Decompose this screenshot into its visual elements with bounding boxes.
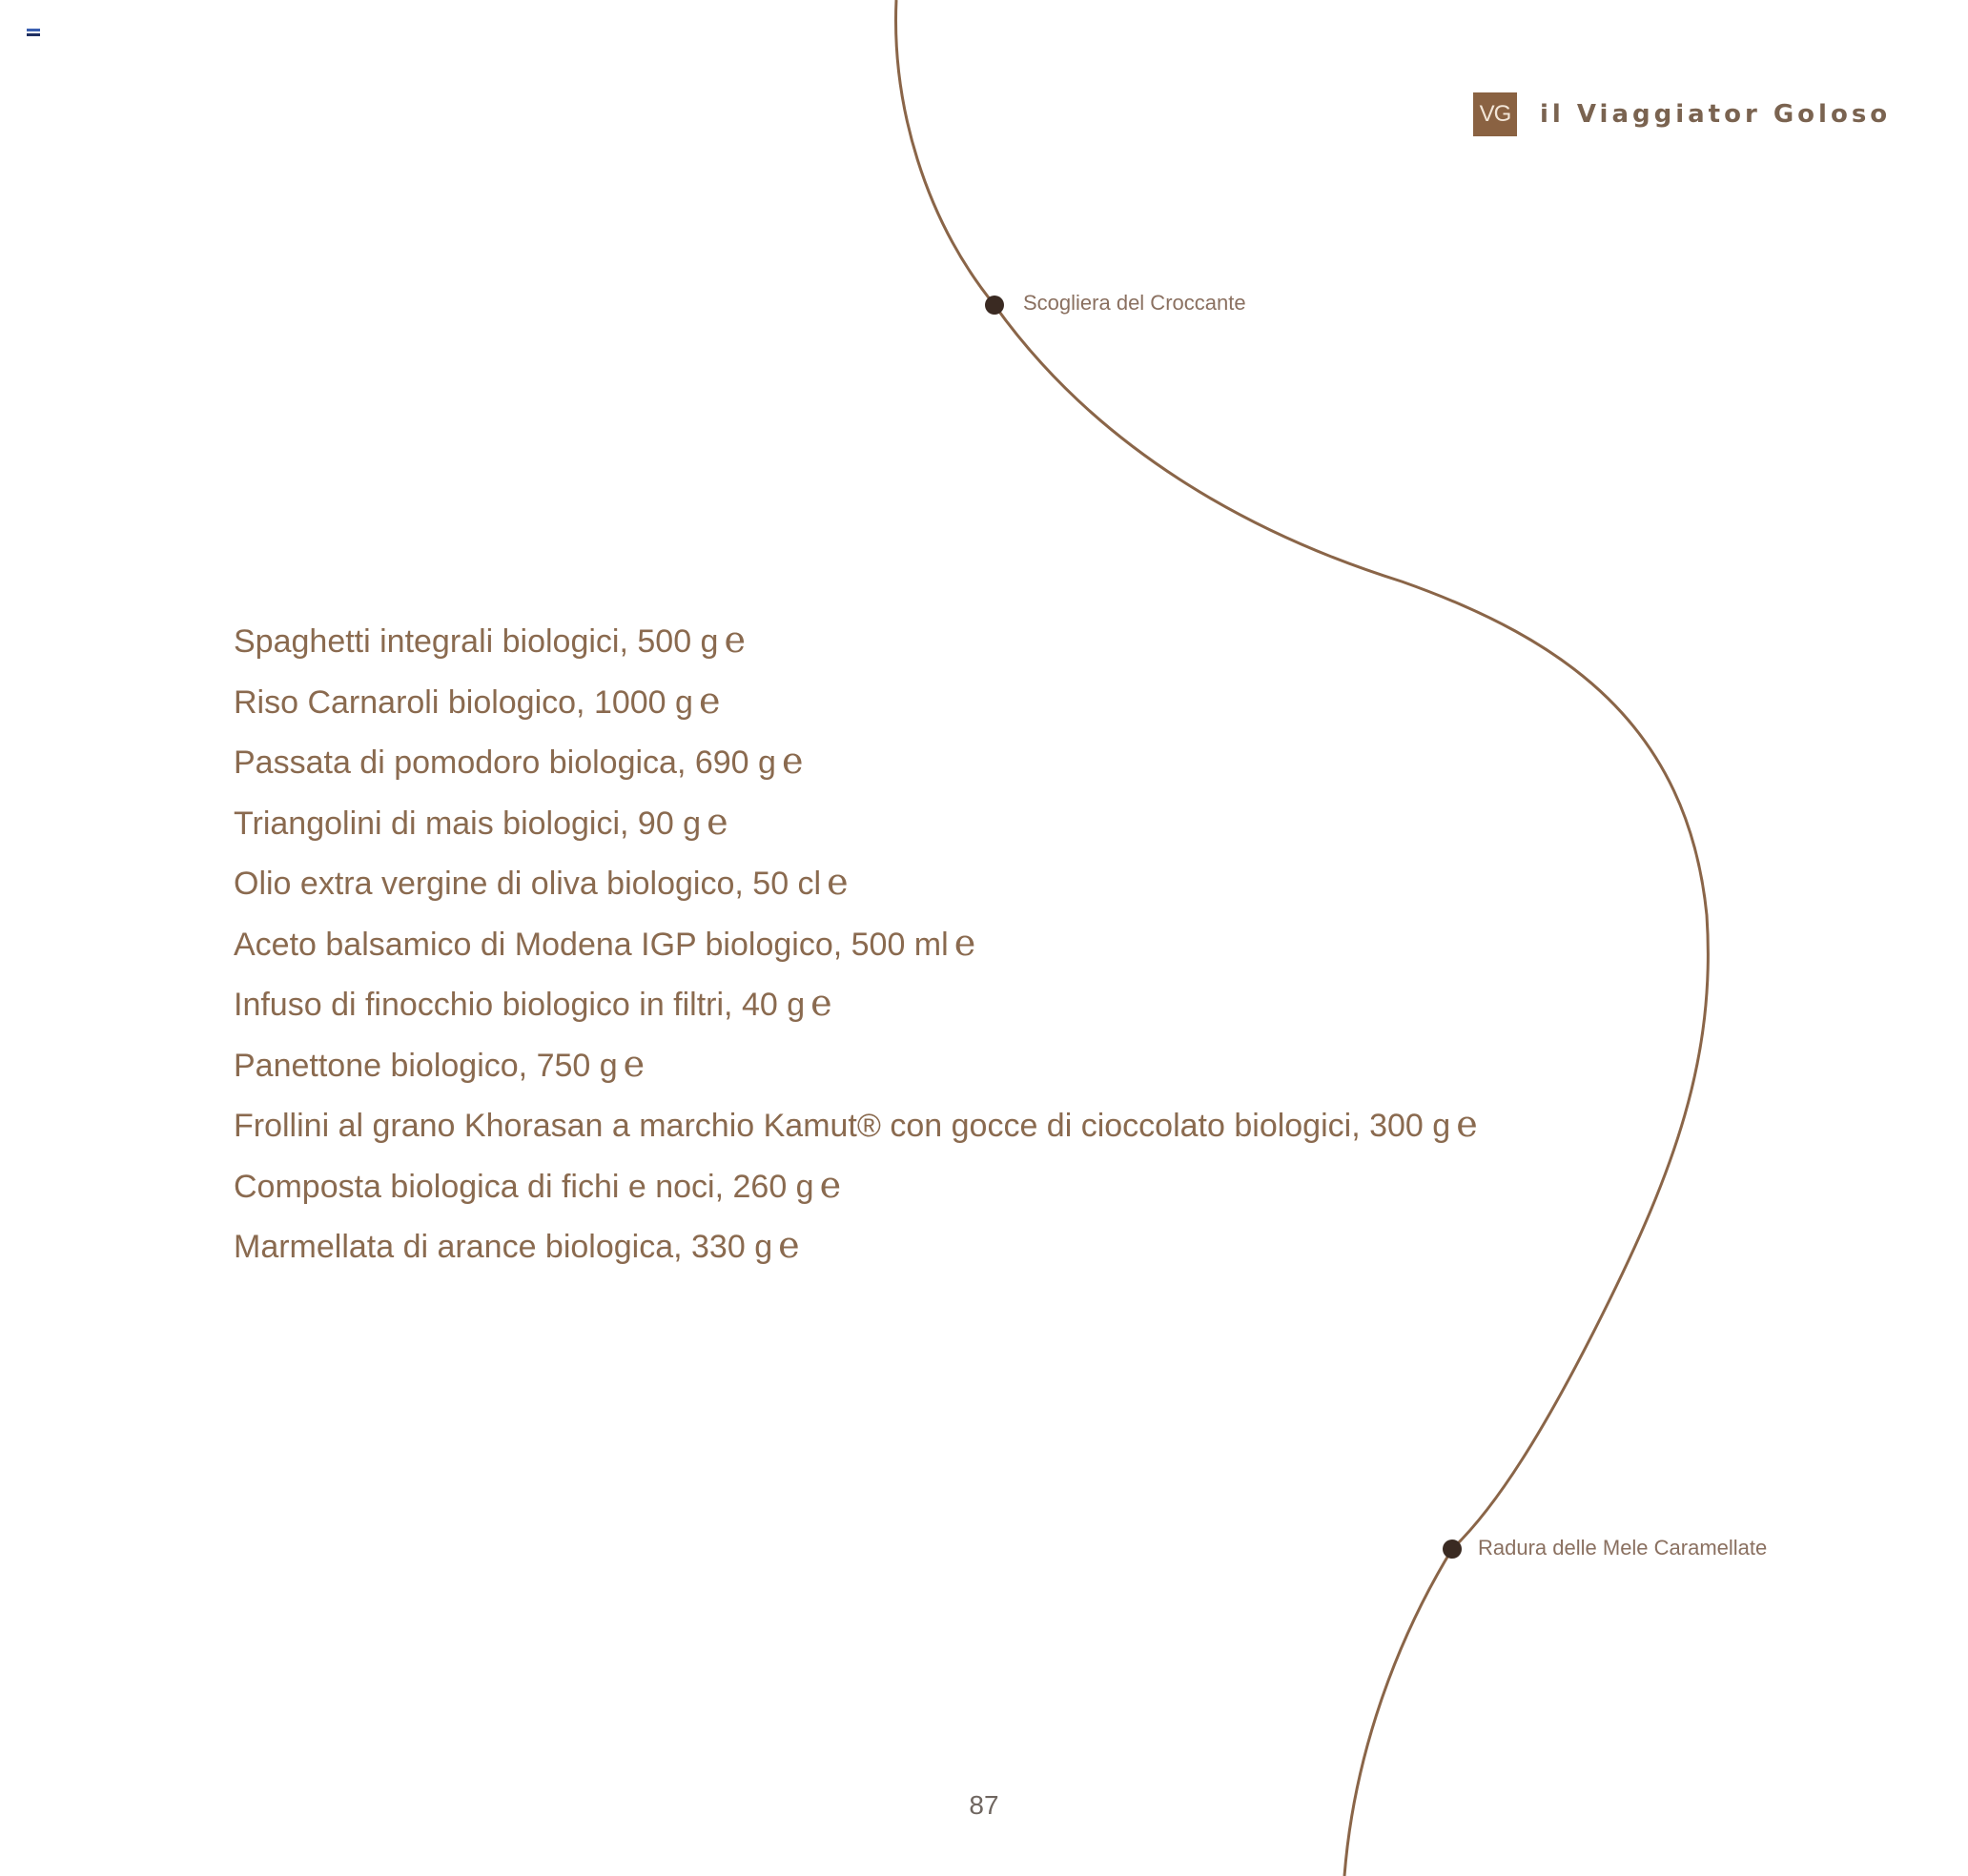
product-name: Composta biologica di fichi e noci, 260 g xyxy=(234,1168,814,1205)
list-item xyxy=(234,1034,1478,1095)
e-mark-icon: e xyxy=(810,982,832,1024)
e-mark-icon: e xyxy=(1456,1103,1478,1145)
list-item xyxy=(234,792,1478,853)
brand-name: il Viaggiator Goloso xyxy=(1540,100,1892,129)
e-mark-icon: e xyxy=(819,1163,842,1206)
product-name: Marmellata di arance biologica, 330 g xyxy=(234,1229,773,1265)
list-item xyxy=(234,610,1478,671)
product-name: Frollini al grano Khorasan a marchio Kamut® con gocce di cioccolato biologici, 300 g xyxy=(234,1108,1451,1144)
page-number: 87 xyxy=(969,1790,999,1820)
e-mark-icon: e xyxy=(827,861,849,903)
route-stop-label: Scogliera del Croccante xyxy=(1023,291,1246,315)
product-name: Infuso di finocchio biologico in filtri, 40 g xyxy=(234,987,806,1023)
list-item xyxy=(234,973,1478,1034)
list-item xyxy=(234,1155,1478,1216)
route-stop-label: Radura delle Mele Caramellate xyxy=(1478,1536,1768,1560)
e-mark-icon: e xyxy=(707,800,728,843)
product-name: Panettone biologico, 750 g xyxy=(234,1047,618,1084)
route-stop-dot xyxy=(1443,1540,1462,1559)
product-name: Passata di pomodoro biologica, 690 g xyxy=(234,744,776,781)
product-name: Olio extra vergine di oliva biologico, 50 cl xyxy=(234,866,822,902)
e-mark-icon: e xyxy=(781,740,804,782)
e-mark-icon: e xyxy=(623,1042,646,1085)
e-mark-icon: e xyxy=(724,619,746,661)
product-name: Triangolini di mais biologici, 90 g xyxy=(234,805,702,842)
list-item xyxy=(234,1215,1478,1276)
product-name: Spaghetti integrali biologici, 500 g xyxy=(234,623,719,660)
e-mark-icon: e xyxy=(778,1224,800,1266)
list-item xyxy=(234,671,1478,732)
route-stop-dot xyxy=(985,296,1004,315)
list-item xyxy=(234,1094,1478,1155)
e-mark-icon: e xyxy=(953,921,976,964)
brand-header xyxy=(1473,92,1891,136)
list-item xyxy=(234,913,1478,974)
list-item xyxy=(234,731,1478,792)
brand-logo: VG xyxy=(1473,92,1517,136)
product-list xyxy=(234,610,1478,1276)
e-mark-icon: e xyxy=(698,679,721,722)
product-name: Riso Carnaroli biologico, 1000 g xyxy=(234,683,693,721)
product-name: Aceto balsamico di Modena IGP biologico, 500 ml xyxy=(234,926,949,963)
list-item xyxy=(234,852,1478,913)
